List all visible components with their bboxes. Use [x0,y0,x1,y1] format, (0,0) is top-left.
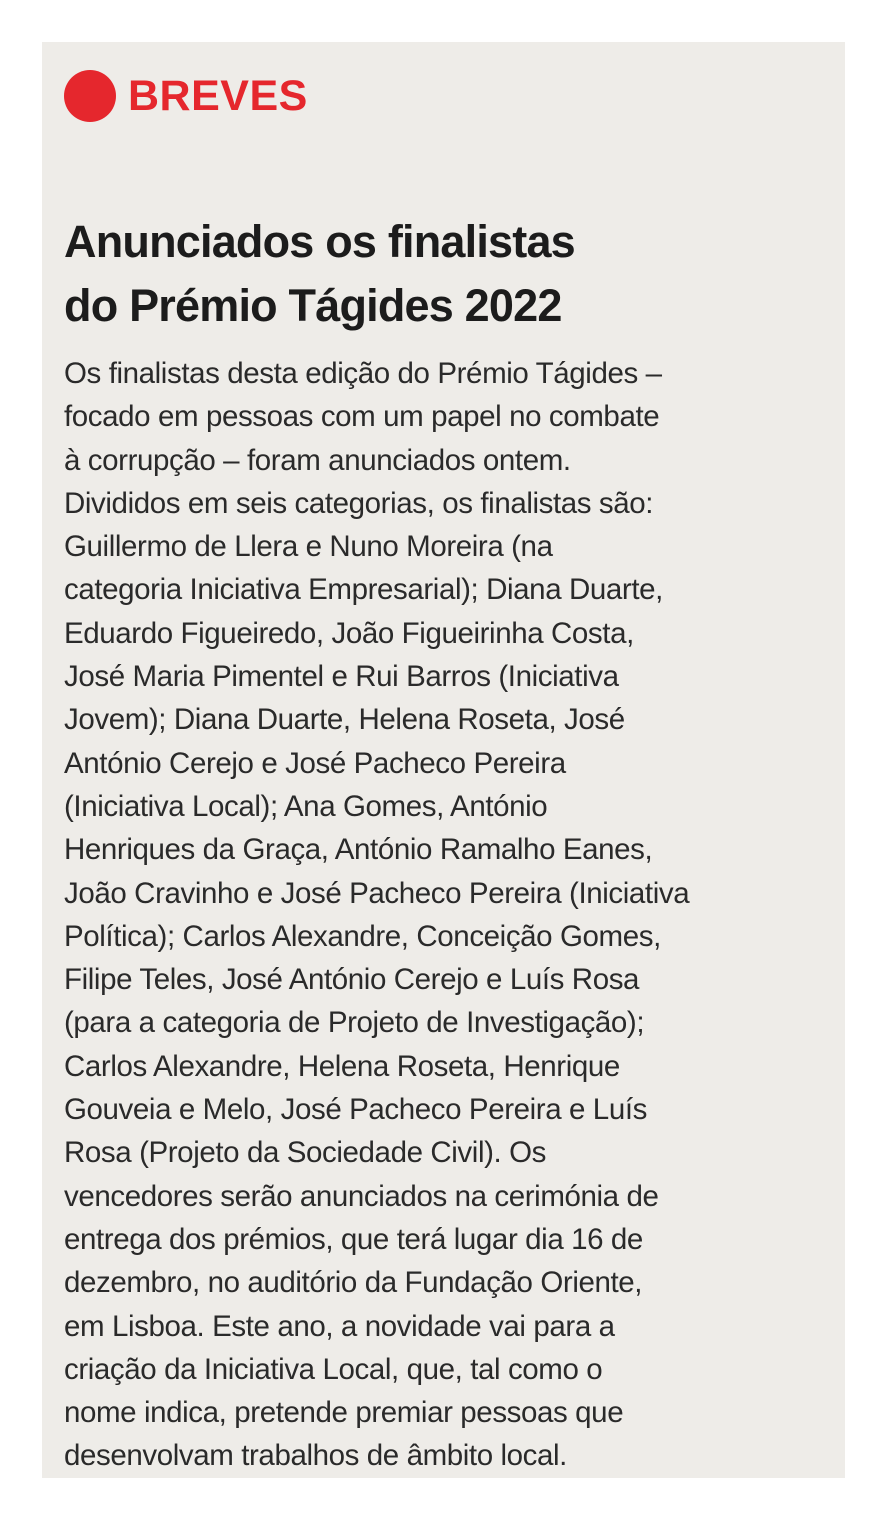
body-line: criação da Iniciativa Local, que, tal como o [64,1352,603,1386]
body-line: Os finalistas desta edição do Prémio Tágides – [64,357,662,390]
body-line: (para a categoria de Projeto de Investigação); [64,1006,645,1040]
body-line: (Iniciativa Local); Ana Gomes, António [64,789,548,823]
section-label: BREVES [128,71,308,120]
body-line: Gouveia e Melo, José Pacheco Pereira e Luís [64,1093,647,1127]
body-line: Henriques da Graça, António Ramalho Eanes, [64,833,653,867]
headline-line: do Prémio Tágides 2022 [64,280,562,331]
headline-line: Anunciados os finalistas [64,216,575,267]
red-dot-icon [64,70,116,122]
body-line: vencedores serão anunciados na cerimónia de [64,1179,659,1213]
body-line: Política); Carlos Alexandre, Conceição Gomes, [64,919,661,953]
body-line: Divididos em seis categorias, os finalistas são: [64,486,654,520]
body-line: António Cerejo e José Pacheco Pereira [64,746,566,780]
body-line: Carlos Alexandre, Helena Roseta, Henrique [64,1049,620,1083]
body-line: Eduardo Figueiredo, João Figueirinha Costa, [64,616,634,650]
body-line: categoria Iniciativa Empresarial); Diana Duarte, [64,573,663,607]
body-line: Guillermo de Llera e Nuno Moreira (na [64,530,553,564]
body-line: Jovem); Diana Duarte, Helena Roseta, José [64,703,625,737]
section-header [64,68,827,124]
body-line: Filipe Teles, José António Cerejo e Luís Rosa [64,963,640,997]
body-line: José Maria Pimentel e Rui Barros (Iniciativa [64,660,619,694]
body-line: nome indica, pretende premiar pessoas que [64,1396,624,1430]
body-line: João Cravinho e José Pacheco Pereira (Iniciativa [64,876,690,910]
body-line: focado em pessoas com um papel no combate [64,400,660,434]
body-line: entrega dos prémios, que terá lugar dia 16 de [64,1222,643,1256]
body-line: dezembro, no auditório da Fundação Oriente, [64,1266,643,1300]
body-line: desenvolvam trabalhos de âmbito local. [64,1439,567,1473]
body-line: em Lisboa. Este ano, a novidade vai para a [64,1309,615,1343]
newspaper-clipping [42,42,845,1478]
article-body [64,352,827,1478]
body-line: Rosa (Projeto da Sociedade Civil). Os [64,1136,547,1170]
article-headline [64,210,827,338]
body-line: à corrupção – foram anunciados ontem. [64,443,571,477]
